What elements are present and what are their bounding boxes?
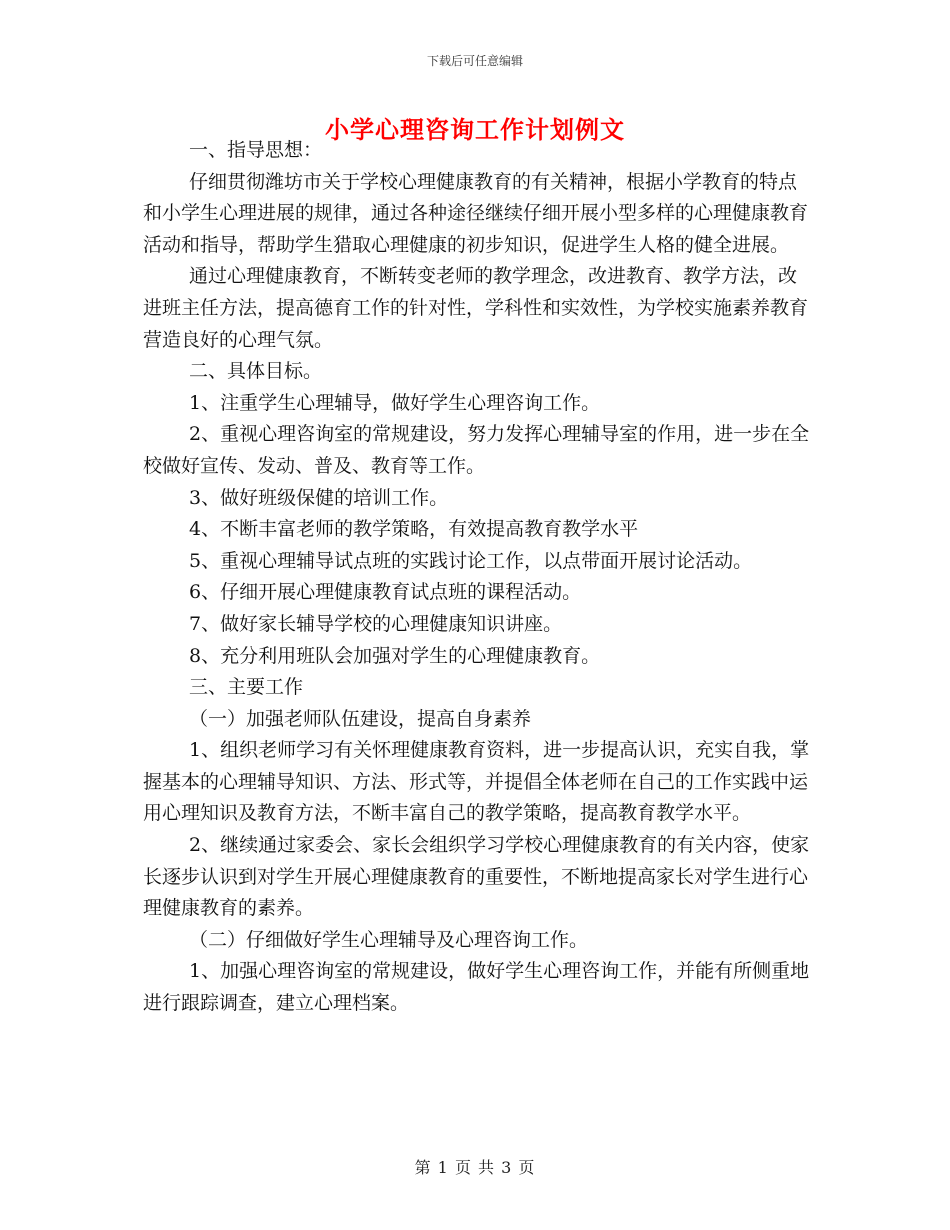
header-note: 下载后可任意编辑 <box>426 54 523 68</box>
paragraph: 7、做好家长辅导学校的心理健康知识讲座。 <box>189 612 563 635</box>
paragraph: 2、继续通过家委会、家长会组织学习学校心理健康教育的有关内容，使家长逐步认识到对学生开展心理健康教育的重要性，不断地提高家长对学生进行心理健康教育的素养。 <box>143 834 810 920</box>
paragraph: 4、不断丰富老师的教学策略，有效提高教育教学水平 <box>189 518 639 541</box>
paragraph: 二、具体目标。 <box>189 360 323 383</box>
paragraph: 三、主要工作 <box>189 676 304 699</box>
paragraph: 一、指导思想： <box>189 139 323 161</box>
paragraph: 6、仔细开展心理健康教育试点班的课程活动。 <box>189 581 582 604</box>
paragraph: 仔细贯彻潍坊市关于学校心理健康教育的有关精神，根据小学教育的特点和小学生心理进展的规律，通过各种途径继续仔细开展小型多样的心理健康教育活动和指导，帮助学生猎取心理健康的初步知识，促进学生人格的健全进展。 <box>143 170 809 256</box>
paragraph: 通过心理健康教育，不断转变老师的教学理念，改进教育、教学方法，改进班主任方法，提高德育工作的针对性，学科性和实效性，为学校实施素养教育营造良好的心理气氛。 <box>143 265 809 351</box>
paragraph: 1、加强心理咨询室的常规建设，做好学生心理咨询工作，并能有所侧重地进行跟踪调查，建立心理档案。 <box>143 960 810 1015</box>
paragraph: 8、充分利用班队会加强对学生的心理健康教育。 <box>189 644 601 667</box>
paragraph: （二）仔细做好学生心理辅导及心理咨询工作。 <box>189 928 589 951</box>
paragraph: 1、组织老师学习有关怀理健康教育资料，进一步提高认识，充实自我，掌握基本的心理辅导知识、方法、形式等，并提倡全体老师在自己的工作实践中运用心理知识及教育方法，不断丰富自己的教学策略，提高教育教学水平。 <box>143 739 810 825</box>
paragraph: 3、做好班级保健的培训工作。 <box>189 486 449 509</box>
paragraph: 1、注重学生心理辅导，做好学生心理咨询工作。 <box>189 391 601 414</box>
paragraph: 2、重视心理咨询室的常规建设，努力发挥心理辅导室的作用，进一步在全校做好宣传、发动、普及、教育等工作。 <box>143 423 810 477</box>
document-body <box>143 135 813 1020</box>
page-footer: 第 1 页 共 3 页 <box>414 1158 536 1177</box>
paragraph: 5、重视心理辅导试点班的实践讨论工作，以点带面开展讨论活动。 <box>189 549 753 572</box>
paragraph: （一）加强老师队伍建设，提高自身素养 <box>189 707 532 730</box>
document-title: 小学心理咨询工作计划例文 <box>325 115 625 144</box>
